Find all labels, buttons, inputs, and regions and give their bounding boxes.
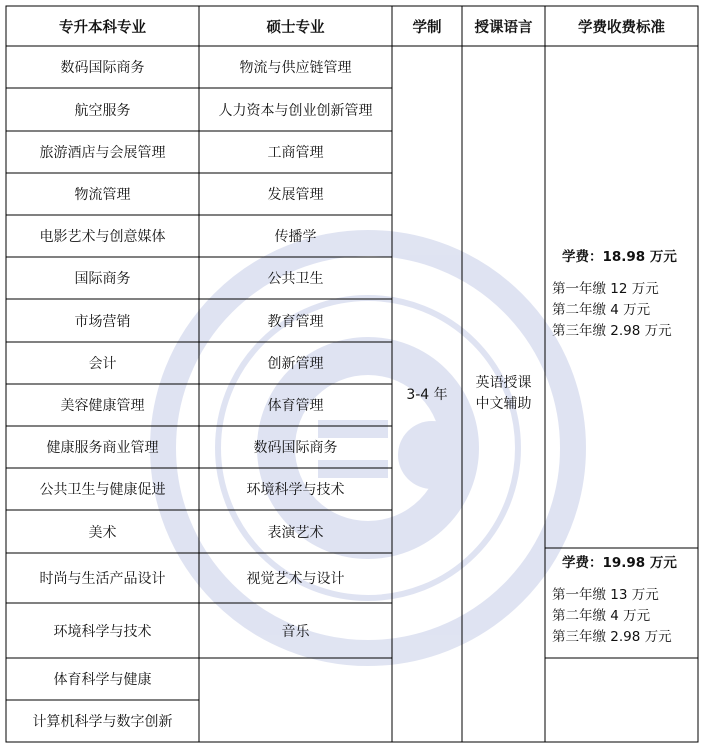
tuition-master-year2: 第二年缴 4 万元 [552, 608, 651, 624]
bachelor-program: 体育科学与健康 [53, 672, 152, 688]
tuition-master-year1: 第一年缴 13 万元 [552, 587, 659, 603]
bachelor-program: 数码国际商务 [60, 60, 145, 76]
bachelor-program: 航空服务 [74, 102, 131, 119]
language-line-1: 英语授课 [475, 375, 532, 391]
bachelor-program: 国际商务 [74, 271, 131, 287]
header-bachelor: 专升本科专业 [59, 19, 146, 36]
master-program: 物流与供应链管理 [239, 60, 352, 76]
tuition-bachelor-year2: 第二年缴 4 万元 [552, 302, 651, 318]
header-master: 硕士专业 [266, 19, 325, 36]
master-program: 音乐 [281, 623, 310, 640]
bachelor-program: 会计 [88, 356, 117, 372]
bachelor-program: 电影艺术与创意媒体 [39, 229, 166, 245]
master-program: 环境科学与技术 [246, 482, 345, 498]
master-program: 体育管理 [267, 398, 324, 414]
header-tuition: 学费收费标准 [578, 19, 665, 36]
bachelor-program: 健康服务商业管理 [46, 440, 159, 456]
tuition-master-title: 学费：19.98 万元 [562, 555, 677, 571]
bachelor-program: 旅游酒店与会展管理 [39, 145, 166, 161]
master-program: 发展管理 [267, 187, 324, 203]
tuition-bachelor-title: 学费：18.98 万元 [562, 249, 677, 265]
master-program: 数码国际商务 [253, 440, 338, 456]
bachelor-program: 环境科学与技术 [53, 623, 152, 640]
bachelor-program: 公共卫生与健康促进 [39, 482, 166, 498]
tuition-bachelor-year3: 第三年缴 2.98 万元 [552, 323, 672, 339]
master-program: 教育管理 [267, 313, 324, 330]
bachelor-program: 时尚与生活产品设计 [39, 571, 166, 587]
master-program: 公共卫生 [267, 271, 324, 287]
duration-value: 3-4 年 [406, 387, 448, 403]
tuition-bachelor-year1: 第一年缴 12 万元 [552, 281, 659, 297]
bachelor-program: 美容健康管理 [60, 398, 145, 414]
master-program: 传播学 [274, 229, 317, 245]
header-duration: 学制 [412, 19, 442, 36]
tuition-master-year3: 第三年缴 2.98 万元 [552, 629, 672, 645]
master-program: 人力资本与创业创新管理 [218, 102, 373, 119]
master-program: 表演艺术 [267, 524, 324, 541]
bachelor-program: 计算机科学与数字创新 [32, 714, 173, 730]
bachelor-program: 物流管理 [74, 187, 131, 203]
bachelor-program: 美术 [88, 524, 117, 541]
tuition-bachelor [552, 247, 677, 342]
tuition-master [552, 553, 677, 648]
bachelor-program: 市场营销 [74, 313, 131, 330]
master-program: 工商管理 [267, 145, 324, 161]
language-line-2: 中文辅助 [475, 396, 532, 412]
master-program: 视觉艺术与设计 [246, 571, 345, 587]
header-language: 授课语言 [474, 19, 533, 36]
master-program: 创新管理 [267, 356, 324, 372]
language-cell [462, 46, 545, 742]
